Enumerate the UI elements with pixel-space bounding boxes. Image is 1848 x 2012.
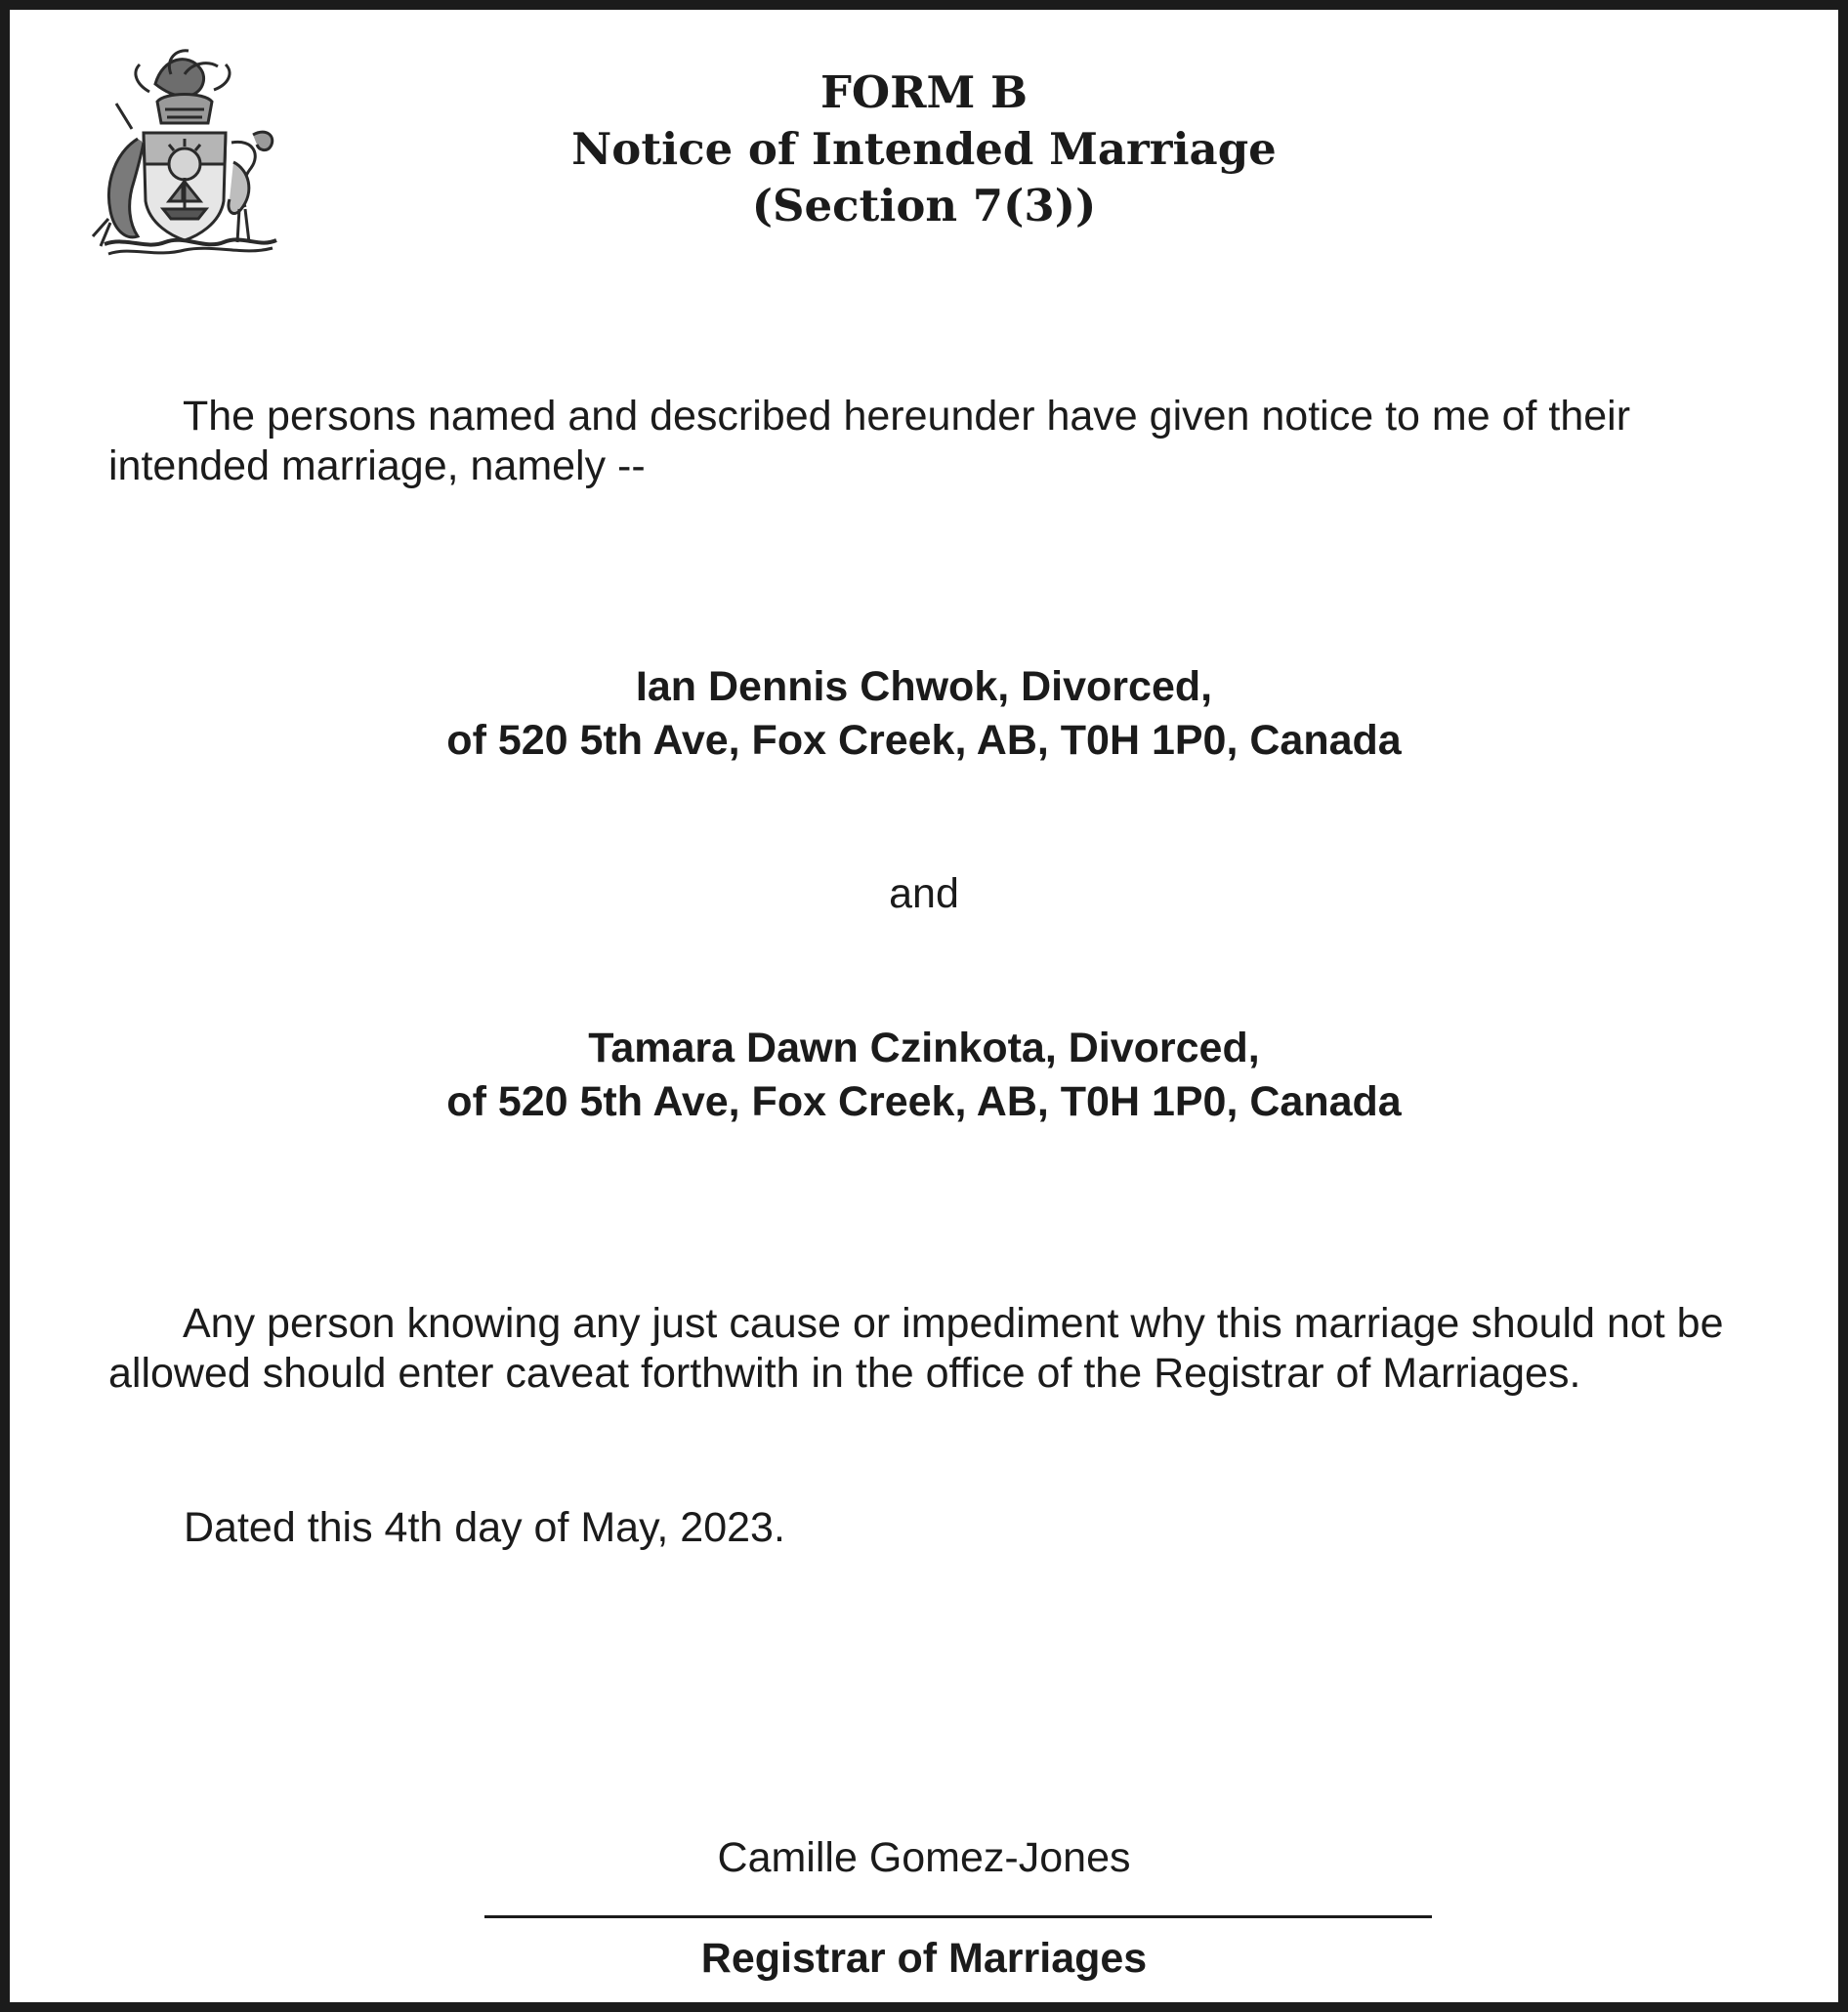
form-title: Notice of Intended Marriage: [571, 123, 1277, 175]
signer-name: Camille Gomez-Jones: [717, 1834, 1131, 1881]
party-2-name-status: Tamara Dawn Czinkota, Divorced,: [588, 1025, 1260, 1071]
intro-paragraph: [108, 392, 1788, 491]
party-1: [10, 660, 1838, 768]
form-label: FORM B: [819, 66, 1029, 118]
party-1-address: of 520 5th Ave, Fox Creek, AB, T0H 1P0, Canada: [446, 717, 1402, 764]
signature-line: [484, 1915, 1432, 1918]
party-1-name-status: Ian Dennis Chwok, Divorced,: [635, 663, 1213, 710]
intro-text: The persons named and described hereunder have given notice to me of their intended marriage, namely --: [108, 393, 1631, 489]
party-2-address: of 520 5th Ave, Fox Creek, AB, T0H 1P0, Canada: [446, 1078, 1402, 1125]
signer-title: Registrar of Marriages: [700, 1935, 1148, 1982]
form-section: (Section 7(3)): [751, 180, 1097, 231]
caveat-text: Any person knowing any just cause or impediment why this marriage should not be allowed should enter caveat forthwith in the office of the Registrar of Marriages.: [108, 1300, 1724, 1397]
dated-text: Dated this 4th day of May, 2023.: [184, 1504, 785, 1551]
form-header: [10, 64, 1838, 234]
caveat-paragraph: [108, 1299, 1788, 1399]
conjunction-text: and: [889, 870, 959, 917]
party-2: [10, 1022, 1838, 1129]
